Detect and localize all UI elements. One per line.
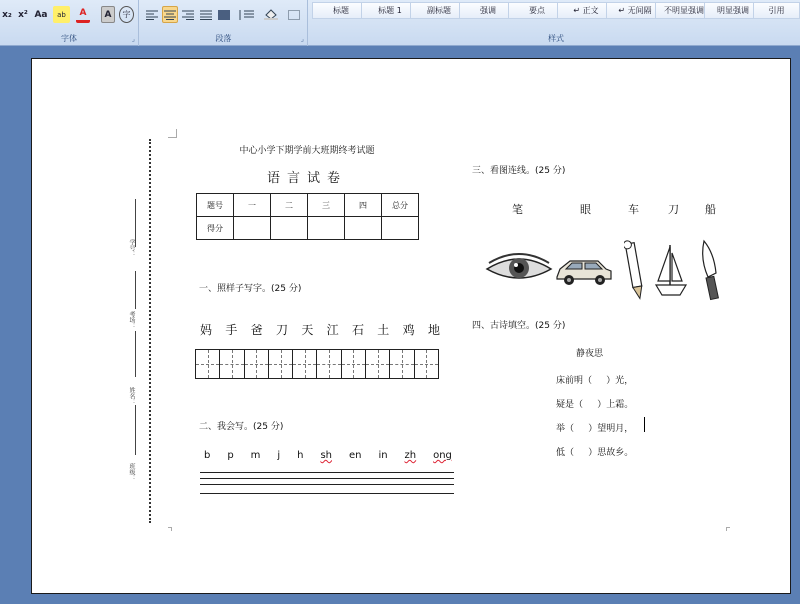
distributed-icon[interactable] bbox=[216, 6, 232, 23]
sample-char: 爸 bbox=[250, 323, 263, 337]
font-group-label: 字体 bbox=[61, 34, 77, 43]
sample-char: 刀 bbox=[275, 323, 288, 337]
style-title[interactable]: 标题 bbox=[312, 2, 370, 19]
match-word: 眼 bbox=[580, 203, 591, 216]
subscript-button[interactable]: x₂ bbox=[2, 9, 12, 20]
font-dialog-launcher-icon[interactable]: ⌟ bbox=[131, 35, 135, 43]
line-spacing-icon[interactable] bbox=[236, 6, 256, 23]
pinyin-row bbox=[204, 450, 452, 461]
table-cell[interactable] bbox=[234, 217, 271, 240]
paragraph-dialog-launcher-icon[interactable]: ⌟ bbox=[300, 35, 304, 43]
justify-icon[interactable] bbox=[198, 6, 214, 23]
match-word: 刀 bbox=[668, 203, 679, 216]
writing-line bbox=[200, 472, 454, 473]
text-cursor bbox=[644, 417, 645, 432]
style-heading1[interactable]: 标题 1 bbox=[361, 2, 419, 19]
sailboat-picture bbox=[654, 243, 688, 297]
name-line bbox=[135, 271, 136, 309]
crop-mark bbox=[726, 527, 730, 531]
sample-characters bbox=[200, 321, 440, 338]
grid-cell bbox=[196, 350, 220, 378]
poem-line: 床前明（ ）光， bbox=[556, 376, 634, 386]
align-right-icon[interactable] bbox=[180, 6, 196, 23]
grid-cell bbox=[342, 350, 366, 378]
table-cell[interactable] bbox=[382, 217, 419, 240]
writing-grid bbox=[195, 349, 439, 379]
table-cell: 四 bbox=[345, 194, 382, 217]
grid-cell bbox=[245, 350, 269, 378]
class-label: 班级： bbox=[128, 463, 135, 481]
pinyin-item: sh bbox=[320, 450, 332, 461]
section4-heading: 四、古诗填空。(25 分) bbox=[472, 321, 566, 331]
name-line bbox=[135, 331, 136, 377]
table-row bbox=[197, 217, 419, 240]
score-table bbox=[196, 193, 419, 240]
shading-icon[interactable] bbox=[262, 6, 280, 23]
sample-char: 石 bbox=[351, 323, 364, 337]
eye-picture bbox=[485, 251, 553, 285]
highlight-button[interactable]: ab bbox=[53, 6, 70, 23]
font-group bbox=[0, 0, 139, 46]
grid-cell bbox=[220, 350, 244, 378]
sample-char: 妈 bbox=[200, 323, 213, 337]
table-cell[interactable] bbox=[345, 217, 382, 240]
change-case-button[interactable]: Aa bbox=[34, 9, 48, 20]
style-emphasis[interactable]: 强调 bbox=[459, 2, 517, 19]
writing-line bbox=[200, 493, 454, 494]
ribbon bbox=[0, 0, 800, 46]
match-word: 笔 bbox=[512, 203, 523, 216]
crop-mark bbox=[168, 129, 177, 138]
char-shading-button[interactable]: A bbox=[101, 6, 115, 23]
poem-title: 静夜思 bbox=[576, 349, 604, 359]
grid-cell bbox=[390, 350, 414, 378]
grid-cell bbox=[366, 350, 390, 378]
pinyin-item: b bbox=[204, 450, 211, 461]
crop-mark bbox=[168, 527, 172, 531]
pinyin-item: ong bbox=[433, 450, 452, 461]
name-line bbox=[135, 405, 136, 455]
align-center-icon[interactable] bbox=[162, 6, 178, 23]
exam-title: 中心小学下期学前大班期终考试题 bbox=[239, 146, 375, 156]
car-picture bbox=[554, 255, 614, 287]
align-left-icon[interactable] bbox=[144, 6, 160, 23]
table-cell: 得分 bbox=[197, 217, 234, 240]
grid-cell bbox=[293, 350, 317, 378]
document-page[interactable] bbox=[31, 58, 791, 594]
borders-icon[interactable] bbox=[285, 6, 303, 23]
style-key-point[interactable]: 要点 bbox=[508, 2, 566, 19]
enclose-char-button[interactable]: 字 bbox=[119, 6, 134, 23]
table-cell: 题号 bbox=[197, 194, 234, 217]
pinyin-item: en bbox=[348, 450, 362, 461]
grid-cell bbox=[415, 350, 438, 378]
sample-char: 土 bbox=[377, 323, 390, 337]
table-cell: 二 bbox=[271, 194, 308, 217]
match-word: 车 bbox=[628, 203, 639, 216]
section3-heading: 三、看图连线。(25 分) bbox=[472, 166, 566, 176]
poem-line: 疑是（ ）上霜。 bbox=[556, 400, 634, 410]
poem-line: 举（ ）望明月， bbox=[556, 424, 634, 434]
pinyin-item: in bbox=[378, 450, 388, 461]
match-word: 船 bbox=[705, 203, 716, 216]
paragraph-group bbox=[140, 0, 308, 46]
sample-char: 鸡 bbox=[402, 323, 415, 337]
style-quote[interactable]: 引用 bbox=[753, 2, 800, 19]
grid-cell bbox=[269, 350, 293, 378]
poem-line: 低（ ）思故乡。 bbox=[556, 448, 634, 458]
pencil-picture bbox=[624, 239, 644, 301]
style-normal[interactable]: ↵ 正文 bbox=[557, 2, 615, 19]
pinyin-item: zh bbox=[404, 450, 417, 461]
section2-heading: 二、我会写。(25 分) bbox=[199, 422, 284, 432]
table-cell: 一 bbox=[234, 194, 271, 217]
exam-subtitle: 语言试卷 bbox=[266, 171, 347, 186]
style-subtle-emphasis[interactable]: 不明显强调 bbox=[655, 2, 713, 19]
paragraph-group-label: 段落 bbox=[215, 34, 232, 43]
writing-line bbox=[200, 478, 454, 479]
style-no-spacing[interactable]: ↵ 无间隔 bbox=[606, 2, 664, 19]
pinyin-item: p bbox=[227, 450, 234, 461]
font-color-button[interactable]: A bbox=[76, 6, 90, 23]
style-subtitle[interactable]: 副标题 bbox=[410, 2, 468, 19]
writing-line bbox=[200, 484, 454, 485]
student-name-label: 姓名： bbox=[128, 387, 135, 405]
student-id-label: 学号： bbox=[128, 239, 135, 257]
pinyin-item: j bbox=[277, 450, 281, 461]
pinyin-item: h bbox=[297, 450, 304, 461]
binding-line bbox=[149, 139, 151, 523]
table-row bbox=[197, 194, 419, 217]
sample-char: 江 bbox=[326, 323, 339, 337]
table-cell[interactable] bbox=[308, 217, 345, 240]
table-cell: 三 bbox=[308, 194, 345, 217]
grid-cell bbox=[317, 350, 341, 378]
exam-room-label: 考场： bbox=[128, 311, 135, 329]
table-cell[interactable] bbox=[271, 217, 308, 240]
styles-group-label: 样式 bbox=[548, 34, 564, 43]
style-intense-emphasis[interactable]: 明显强调 bbox=[704, 2, 762, 19]
table-cell: 总分 bbox=[382, 194, 419, 217]
superscript-button[interactable]: x² bbox=[18, 9, 28, 20]
section1-heading: 一、照样子写字。(25 分) bbox=[199, 284, 302, 294]
sample-char: 地 bbox=[427, 323, 440, 337]
pinyin-item: m bbox=[250, 450, 261, 461]
styles-group bbox=[312, 0, 800, 46]
sample-char: 天 bbox=[301, 323, 314, 337]
sample-char: 手 bbox=[225, 323, 238, 337]
knife-picture bbox=[696, 239, 726, 305]
